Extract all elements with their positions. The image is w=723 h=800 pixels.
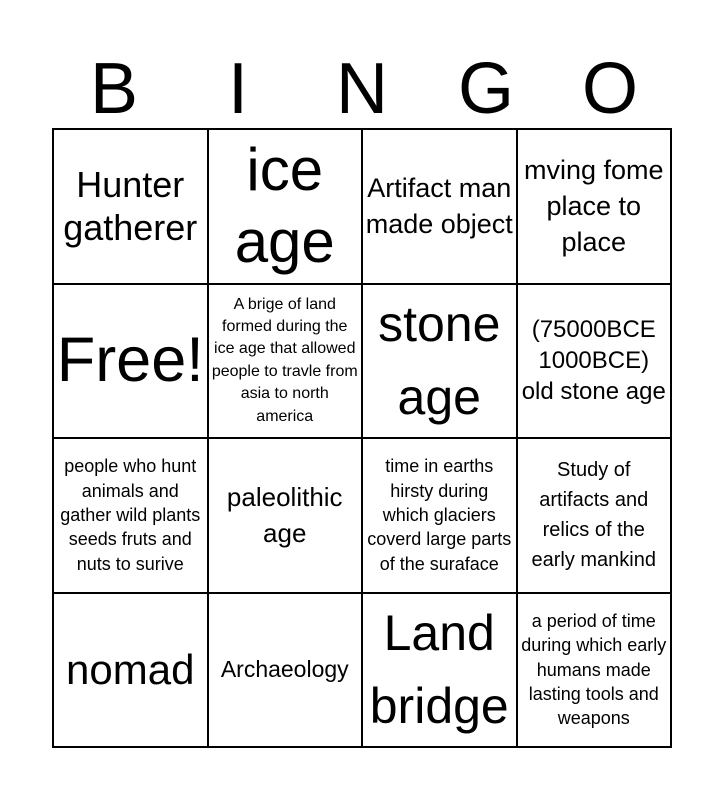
bingo-header xyxy=(52,49,672,129)
bingo-cell[interactable] xyxy=(208,284,363,439)
cell-text: people who hunt animals and gather wild plants seeds fruts and nuts to surive xyxy=(60,456,201,574)
cell-text: Free! xyxy=(56,325,204,396)
bingo-cell[interactable] xyxy=(53,129,208,284)
cell-text: paleolithic age xyxy=(226,481,343,549)
cell-text: time in earths hirsty during which glaciers coverd large parts of the suraface xyxy=(367,456,512,574)
header-letter-g: G xyxy=(457,49,514,129)
bingo-cell[interactable] xyxy=(517,438,672,593)
header-letter-b: B xyxy=(89,49,139,129)
cell-text: (75000BCE 1000BCE) old stone age xyxy=(521,315,666,406)
bingo-cell[interactable] xyxy=(362,438,517,593)
bingo-cell[interactable] xyxy=(517,593,672,748)
bingo-cell[interactable] xyxy=(517,129,672,284)
cell-text: a period of time during which early humans made lasting tools and weapons xyxy=(521,610,667,729)
cell-text: Study of artifacts and relics of the early mankind xyxy=(531,459,656,572)
cell-text: Archaeology xyxy=(220,655,349,682)
bingo-cell[interactable] xyxy=(53,593,208,748)
cell-text: stone age xyxy=(378,296,501,425)
bingo-card-grid xyxy=(52,128,672,748)
cell-text: Artifact man made object xyxy=(365,172,513,240)
bingo-cell[interactable] xyxy=(208,593,363,748)
bingo-cell[interactable] xyxy=(208,129,363,284)
bingo-cell[interactable] xyxy=(517,284,672,439)
bingo-cell[interactable] xyxy=(53,438,208,593)
header-letter-o: O xyxy=(581,49,638,129)
cell-text: Land bridge xyxy=(369,605,509,734)
bingo-cell[interactable] xyxy=(208,438,363,593)
cell-text: mving fome place to place xyxy=(523,154,664,258)
cell-text: ice age xyxy=(234,136,335,276)
header-letter-n: N xyxy=(336,49,388,129)
bingo-cell[interactable] xyxy=(362,593,517,748)
cell-text: A brige of land formed during the ice age that allowed people to travle from asia to north america xyxy=(211,295,358,425)
bingo-cell[interactable] xyxy=(362,129,517,284)
free-space-cell[interactable] xyxy=(53,284,208,439)
cell-text: Hunter gatherer xyxy=(63,164,198,249)
bingo-cell[interactable] xyxy=(362,284,517,439)
cell-text: nomad xyxy=(66,645,195,693)
header-letter-i: I xyxy=(227,49,248,129)
